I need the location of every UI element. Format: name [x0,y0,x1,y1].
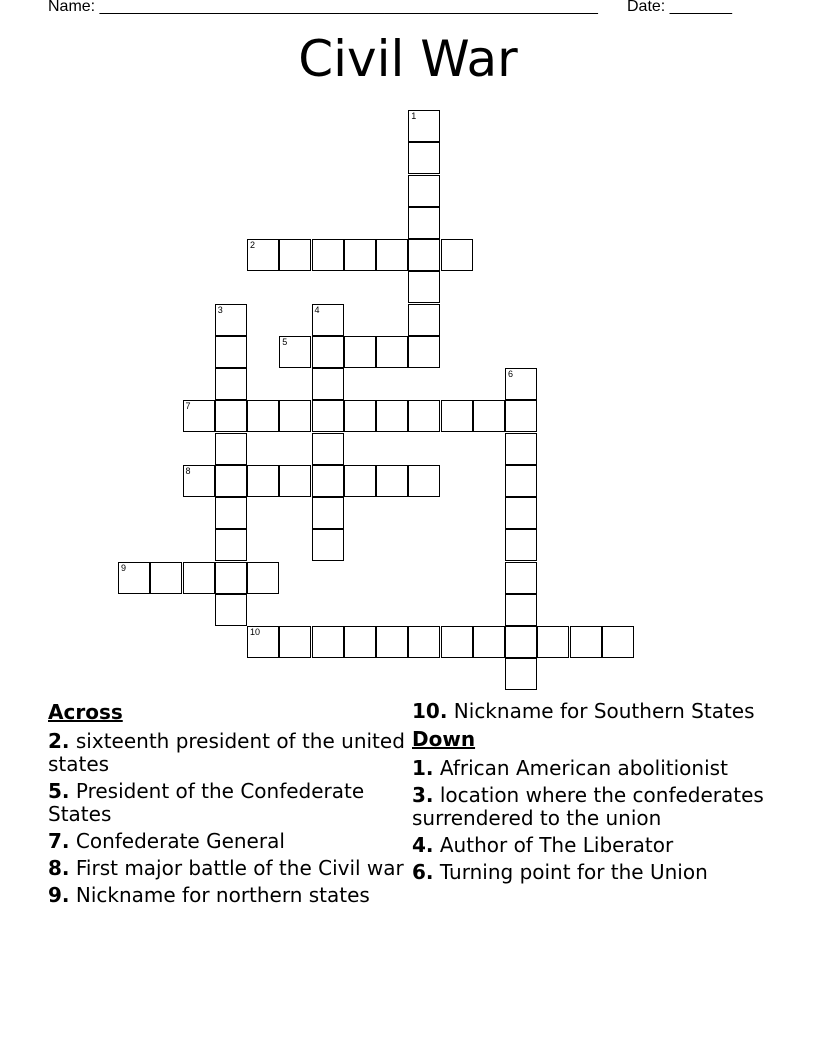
grid-cell[interactable] [408,465,440,497]
across-heading: Across [48,700,123,724]
grid-cell[interactable] [279,239,311,271]
clue-number: 6 [508,369,514,379]
grid-cell[interactable] [473,400,505,432]
grid-cell[interactable] [505,562,537,594]
clue-across-5: 5. President of the Confederate States [48,779,365,826]
grid-cell[interactable] [408,271,440,303]
clue-number: 7 [185,401,191,412]
clue-down-6: 6. Turning point for the Union [412,860,708,884]
grid-cell[interactable] [279,465,311,497]
grid-cell[interactable] [183,400,215,432]
grid-cell[interactable] [247,239,279,271]
grid-cell[interactable] [408,142,440,174]
grid-cell[interactable] [215,400,247,432]
grid-cell[interactable] [312,368,344,400]
clue-number: 9 [121,562,127,573]
date-field-label: Date: _______ [627,0,732,15]
grid-cell[interactable] [312,433,344,465]
clue-across-7: 7. Confederate General [48,829,285,853]
grid-cell[interactable] [344,626,376,658]
grid-cell[interactable] [118,562,150,594]
grid-cell[interactable] [312,400,344,432]
clue-number: 3 [217,304,223,315]
grid-cell[interactable] [505,594,537,626]
clue-number: 1 [411,111,417,121]
grid-cell[interactable] [279,400,311,432]
grid-cell[interactable] [247,465,279,497]
clue-number: 4 [314,304,320,315]
clue-down-4: 4. Author of The Liberator [412,833,674,857]
grid-cell[interactable] [215,594,247,626]
grid-cell[interactable] [312,239,344,271]
clue-number: 2 [250,240,256,250]
grid-cell[interactable] [441,239,473,271]
name-field-label: Name: ________________________________________________________ [48,0,598,15]
grid-cell[interactable] [150,562,182,594]
grid-cell[interactable] [602,626,634,658]
grid-cell[interactable] [312,336,344,368]
clue-column-right [412,700,772,888]
grid-cell[interactable] [215,529,247,561]
grid-cell[interactable] [570,626,602,658]
clue-number: 5 [282,336,288,347]
grid-cell[interactable] [441,626,473,658]
grid-cell[interactable] [247,562,279,594]
grid-cell[interactable] [215,497,247,529]
grid-cell[interactable] [505,529,537,561]
grid-cell[interactable] [279,626,311,658]
grid-cell[interactable] [183,562,215,594]
grid-cell[interactable] [505,400,537,432]
grid-cell[interactable] [408,304,440,336]
grid-cell[interactable] [344,465,376,497]
grid-cell[interactable] [183,465,215,497]
grid-cell[interactable] [215,336,247,368]
clue-across-8: 8. First major battle of the Civil war [48,856,404,880]
grid-cell[interactable] [408,400,440,432]
clue-across-9: 9. Nickname for northern states [48,883,370,907]
grid-cell[interactable] [344,336,376,368]
grid-cell[interactable] [247,626,279,658]
down-heading: Down [412,727,476,751]
grid-cell[interactable] [505,368,537,400]
clue-number: 10 [250,627,261,637]
grid-cell[interactable] [344,400,376,432]
grid-cell[interactable] [312,304,344,336]
grid-cell[interactable] [473,626,505,658]
grid-cell[interactable] [215,368,247,400]
grid-cell[interactable] [279,336,311,368]
grid-cell[interactable] [537,626,569,658]
grid-cell[interactable] [215,304,247,336]
grid-cell[interactable] [215,433,247,465]
grid-cell[interactable] [408,175,440,207]
grid-cell[interactable] [312,465,344,497]
clue-across-2: 2. sixteenth president of the united states [48,729,405,776]
grid-cell[interactable] [376,239,408,271]
grid-cell[interactable] [408,626,440,658]
grid-cell[interactable] [312,529,344,561]
grid-cell[interactable] [312,497,344,529]
grid-cell[interactable] [344,239,376,271]
grid-cell[interactable] [376,626,408,658]
grid-cell[interactable] [408,207,440,239]
grid-cell[interactable] [376,400,408,432]
grid-cell[interactable] [247,400,279,432]
grid-cell[interactable] [408,239,440,271]
grid-cell[interactable] [505,497,537,529]
grid-cell[interactable] [376,336,408,368]
grid-cell[interactable] [505,658,537,690]
grid-cell[interactable] [408,336,440,368]
clue-across-10: 10. Nickname for Southern States [412,699,755,723]
grid-cell[interactable] [441,400,473,432]
grid-cell[interactable] [408,110,440,142]
clue-column-left [48,700,408,911]
grid-cell[interactable] [215,465,247,497]
grid-cell[interactable] [376,465,408,497]
clue-number: 8 [185,465,191,476]
clue-down-3: 3. location where the confederates surrendered to the union [412,783,764,830]
clue-down-1: 1. African American abolitionist [412,756,728,780]
grid-cell[interactable] [505,626,537,658]
page-title: Civil War [298,30,518,88]
grid-cell[interactable] [215,562,247,594]
grid-cell[interactable] [505,465,537,497]
grid-cell[interactable] [312,626,344,658]
grid-cell[interactable] [505,433,537,465]
